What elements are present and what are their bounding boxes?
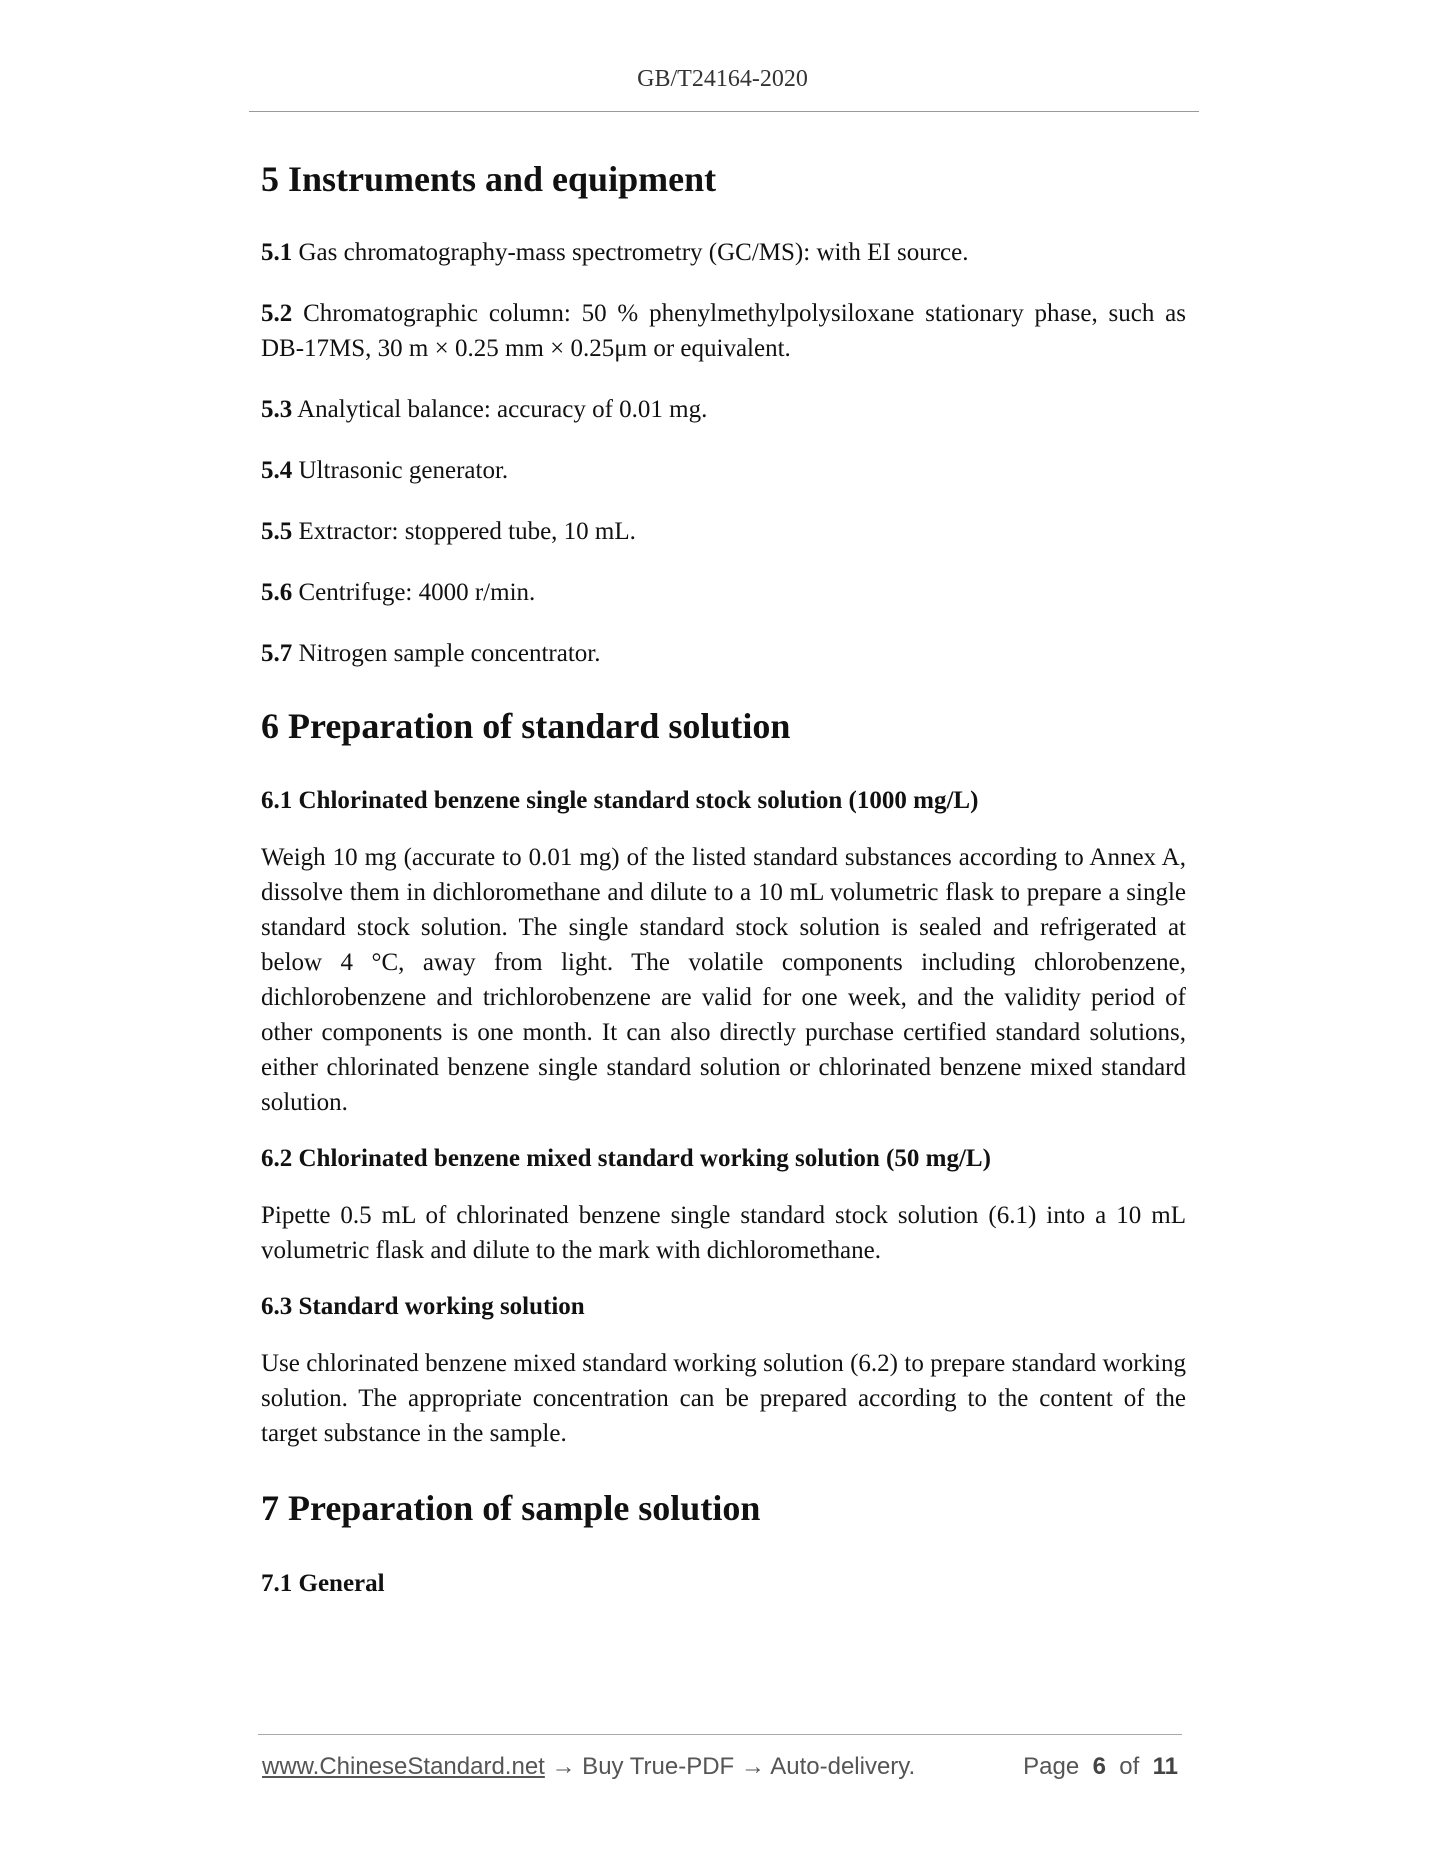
item-text: Ultrasonic generator.: [298, 457, 509, 485]
section-6-heading: 6 Preparation of standard solution: [261, 706, 791, 747]
subsection-6-1-text: Weigh 10 mg (accurate to 0.01 mg) of the listed standard substances according to Annex A, dissolve them in dichloromethane and dilute to a 10 mL volumetric flask to prepare a single standard stock solution. The single standard stock solution is sealed and refrigerated at below 4 °C, away from light. The volatile components including chlorobenzene, dichlorobenzene and trichlorobenzene are valid for one week, and the validity period of other components is one month. It can also directly purchase certified standard solutions, either chlorinated benzene single standard solution or chlorinated benzene mixed standard solution.: [261, 844, 1186, 1117]
page-content: [261, 150, 1186, 1599]
footer-promo-text: → Buy True-PDF → Auto-delivery.: [544, 1753, 916, 1780]
subsection-6-3-text: Use chlorinated benzene mixed standard working solution (6.2) to prepare standard working solution. The appropriate concentration can be prepared according to the content of the target substance in the sample.: [261, 1350, 1186, 1448]
item-text: Extractor: stoppered tube, 10 mL.: [298, 518, 636, 546]
item-number: 5.3: [261, 396, 293, 424]
page-total: 11: [1152, 1753, 1178, 1780]
subsection-6-3-heading: 6.3 Standard working solution: [261, 1293, 585, 1321]
item-number: 5.2: [261, 300, 293, 328]
item-5-5: [261, 514, 1186, 549]
item-text: Analytical balance: accuracy of 0.01 mg.: [297, 396, 708, 424]
section-5-heading: 5 Instruments and equipment: [261, 159, 717, 199]
item-text: Nitrogen sample concentrator.: [298, 640, 601, 668]
item-text: Gas chromatography-mass spectrometry (GC/MS): with EI source.: [298, 239, 969, 267]
header-doc-id: GB/T24164-2020: [637, 66, 808, 92]
page-indicator: [1023, 1753, 1178, 1781]
item-5-3: [261, 392, 1186, 427]
subsection-6-2-text: Pipette 0.5 mL of chlorinated benzene single standard stock solution (6.1) into a 10 mL volumetric flask and dilute to the mark with dichloromethane.: [261, 1202, 1186, 1265]
item-5-6: [261, 575, 1186, 610]
footer-divider: [258, 1734, 1182, 1735]
footer-left: [262, 1753, 915, 1781]
footer: [262, 1753, 1182, 1787]
item-5-4: [261, 453, 1186, 488]
item-5-1: [261, 235, 1186, 270]
item-number: 5.4: [261, 457, 293, 485]
item-number: 5.7: [261, 640, 293, 668]
item-5-2: [261, 296, 1186, 366]
item-number: 5.6: [261, 579, 293, 607]
header-divider: [249, 111, 1199, 112]
subsection-7-1-heading: 7.1 General: [261, 1569, 385, 1597]
page-label: Page: [1023, 1753, 1080, 1780]
item-text: Chromatographic column: 50 % phenylmethylpolysiloxane stationary phase, such as DB-17MS, 30 m × 0.25 mm × 0.25μm or equivalent.: [261, 300, 1186, 363]
item-5-7: [261, 636, 1186, 671]
subsection-6-1-heading: 6.1 Chlorinated benzene single standard stock solution (1000 mg/L): [261, 787, 979, 815]
page-number: 6: [1092, 1753, 1106, 1780]
subsection-6-2-heading: 6.2 Chlorinated benzene mixed standard working solution (50 mg/L): [261, 1145, 991, 1173]
section-7-heading: 7 Preparation of sample solution: [261, 1488, 761, 1529]
of-label: of: [1119, 1753, 1140, 1780]
website-link[interactable]: www.ChineseStandard.net: [262, 1753, 545, 1780]
item-number: 5.5: [261, 518, 293, 546]
item-text: Centrifuge: 4000 r/min.: [298, 579, 536, 607]
item-number: 5.1: [261, 239, 293, 267]
